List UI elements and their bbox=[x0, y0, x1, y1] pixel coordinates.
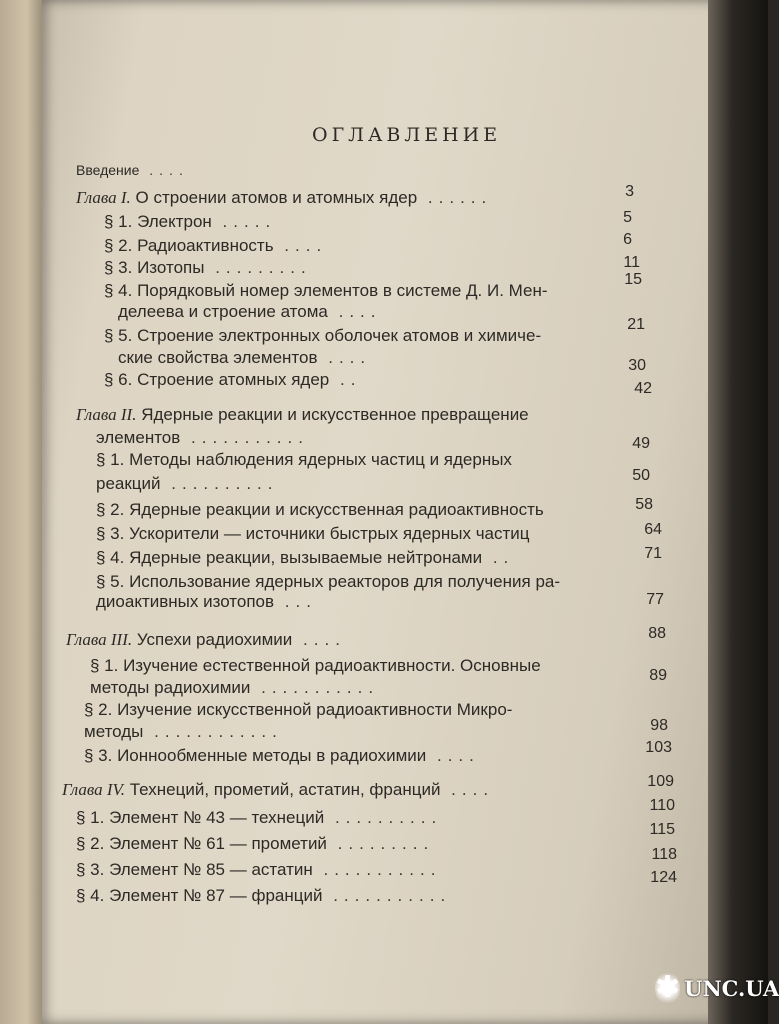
chapter-label: Глава I. bbox=[76, 188, 131, 207]
toc-text: делеева и строение атома bbox=[118, 302, 328, 321]
toc-text: § 4. Порядковый номер элементов в системе Д. И. Мен- bbox=[104, 281, 548, 300]
toc-line bbox=[84, 746, 480, 766]
page-number: 64 bbox=[644, 521, 662, 538]
toc-text: Ядерные реакции и искусственное превращение bbox=[136, 405, 529, 424]
page-number: 30 bbox=[628, 357, 646, 374]
toc-line bbox=[96, 548, 514, 568]
toc-text: § 2. Радиоактивность bbox=[104, 236, 274, 255]
toc-line bbox=[76, 834, 434, 854]
page-number: 98 bbox=[650, 717, 668, 734]
page-number: 124 bbox=[650, 869, 677, 886]
leader-dots: .... bbox=[317, 348, 372, 367]
leader-dots: .... bbox=[139, 162, 189, 178]
page-number: 71 bbox=[644, 545, 662, 562]
toc-text: методы радиохимии bbox=[90, 678, 251, 697]
page-number: 110 bbox=[649, 797, 675, 814]
toc-line bbox=[76, 160, 189, 180]
toc-line bbox=[96, 450, 512, 470]
chapter-heading bbox=[76, 188, 492, 208]
page-number: 115 bbox=[649, 821, 675, 838]
leader-dots: ......... bbox=[204, 258, 312, 277]
page-number: 5 bbox=[623, 209, 632, 226]
toc-text: § 5. Использование ядерных реакторов для получения ра- bbox=[96, 572, 561, 591]
toc-line bbox=[84, 700, 512, 720]
page-number: 50 bbox=[632, 467, 650, 484]
toc-line bbox=[104, 370, 361, 390]
toc-text: Технеций, прометий, астатин, франций bbox=[125, 780, 441, 799]
leader-dots: ........... bbox=[322, 886, 452, 905]
page-title: ОГЛАВЛЕНИЕ bbox=[312, 124, 502, 146]
chapter-label: Глава III. bbox=[66, 630, 133, 649]
page-number: 42 bbox=[634, 380, 652, 397]
toc-line bbox=[76, 886, 451, 906]
toc-text: § 1. Элемент № 43 — технеций bbox=[76, 808, 325, 827]
leader-dots: .... bbox=[292, 630, 346, 649]
toc-text: § 2. Элемент № 61 — прометий bbox=[76, 834, 327, 853]
toc-text: методы bbox=[84, 722, 144, 741]
toc-text: § 3. Ускорители — источники быстрых ядерных частиц bbox=[96, 524, 530, 543]
toc-text: § 4. Элемент № 87 — франций bbox=[76, 886, 323, 905]
toc-text: Успехи радиохимии bbox=[132, 630, 293, 649]
toc-text: § 1. Методы наблюдения ядерных частиц и ядерных bbox=[96, 450, 512, 469]
leader-dots: .......... bbox=[324, 808, 443, 827]
toc-line bbox=[118, 302, 382, 322]
toc-line bbox=[96, 572, 560, 592]
leader-dots: .... bbox=[426, 746, 480, 765]
page-number: 49 bbox=[632, 435, 650, 452]
leader-dots: ............ bbox=[143, 722, 283, 741]
toc-text: § 3. Изотопы bbox=[104, 258, 205, 277]
toc-text: § 3. Элемент № 85 — астатин bbox=[76, 860, 313, 879]
toc-line bbox=[104, 281, 548, 301]
leader-dots: ......... bbox=[326, 834, 435, 853]
toc-text: реакций bbox=[96, 474, 161, 493]
page-number: 103 bbox=[645, 739, 672, 756]
leader-dots: ........... bbox=[180, 428, 309, 447]
toc-text: § 1. Электрон bbox=[104, 212, 212, 231]
leader-dots: .... bbox=[327, 302, 382, 321]
toc-line bbox=[96, 474, 279, 494]
toc-text: § 4. Ядерные реакции, вызываемые нейтронами bbox=[96, 548, 483, 567]
page-number: 3 bbox=[625, 183, 634, 200]
toc-text: § 1. Изучение естественной радиоактивности. Основные bbox=[90, 656, 541, 675]
page-number: 109 bbox=[647, 773, 674, 790]
toc-text: Введение bbox=[76, 162, 140, 178]
toc-line bbox=[118, 348, 371, 368]
toc-text: § 2. Изучение искусственной радиоактивности Микро- bbox=[84, 700, 513, 719]
chapter-heading bbox=[76, 405, 529, 425]
toc-text: О строении атомов и атомных ядер bbox=[130, 188, 418, 207]
page-number: 6 bbox=[623, 231, 632, 248]
leader-dots: .. bbox=[329, 370, 362, 389]
toc-line bbox=[76, 808, 442, 828]
leader-dots: .. bbox=[482, 548, 515, 567]
leader-dots: .......... bbox=[160, 474, 279, 493]
toc-text: § 3. Ионнообменные методы в радиохимии bbox=[84, 746, 427, 765]
leader-dots: ... bbox=[274, 592, 317, 611]
leader-dots: ..... bbox=[211, 212, 277, 231]
toc-line bbox=[104, 236, 327, 256]
toc-line bbox=[90, 656, 541, 676]
toc-line bbox=[96, 428, 309, 448]
leader-dots: .... bbox=[273, 236, 328, 255]
toc-line bbox=[76, 860, 441, 880]
toc-line bbox=[96, 524, 530, 544]
page-number: 15 bbox=[624, 271, 642, 288]
page-number: 118 bbox=[651, 846, 677, 863]
toc-line bbox=[84, 722, 283, 742]
chapter-heading bbox=[66, 630, 346, 650]
page-number: 11 bbox=[623, 254, 640, 271]
chapter-label: Глава II. bbox=[76, 405, 137, 424]
page-number: 89 bbox=[649, 667, 667, 684]
page-number: 88 bbox=[648, 625, 666, 642]
toc-line bbox=[104, 258, 312, 278]
toc-text: ские свойства элементов bbox=[118, 348, 318, 367]
toc-text: § 6. Строение атомных ядер bbox=[104, 370, 330, 389]
leader-dots: .... bbox=[440, 780, 495, 799]
toc-line bbox=[104, 326, 541, 346]
toc-text: § 5. Строение электронных оболочек атомов и химиче- bbox=[104, 326, 542, 345]
toc-line bbox=[96, 592, 317, 612]
toc-line bbox=[104, 212, 276, 232]
leader-dots: ........... bbox=[312, 860, 442, 879]
snowflake-logo-icon: ✱ bbox=[655, 970, 681, 1005]
chapter-heading bbox=[62, 780, 494, 800]
chapter-label: Глава IV. bbox=[62, 780, 126, 799]
toc-line bbox=[90, 678, 379, 698]
watermark bbox=[655, 968, 779, 1008]
page-number: 21 bbox=[627, 316, 645, 333]
watermark-text: UNC.UA bbox=[684, 975, 779, 1001]
page-number: 77 bbox=[646, 591, 664, 608]
page-number: 58 bbox=[635, 496, 653, 513]
toc-text: элементов bbox=[96, 428, 181, 447]
leader-dots: ...... bbox=[417, 188, 493, 207]
leader-dots: ........... bbox=[250, 678, 380, 697]
toc-text: диоактивных изотопов bbox=[96, 592, 275, 611]
toc-text: § 2. Ядерные реакции и искусственная радиоактивность bbox=[96, 500, 544, 519]
toc-line bbox=[96, 500, 544, 520]
